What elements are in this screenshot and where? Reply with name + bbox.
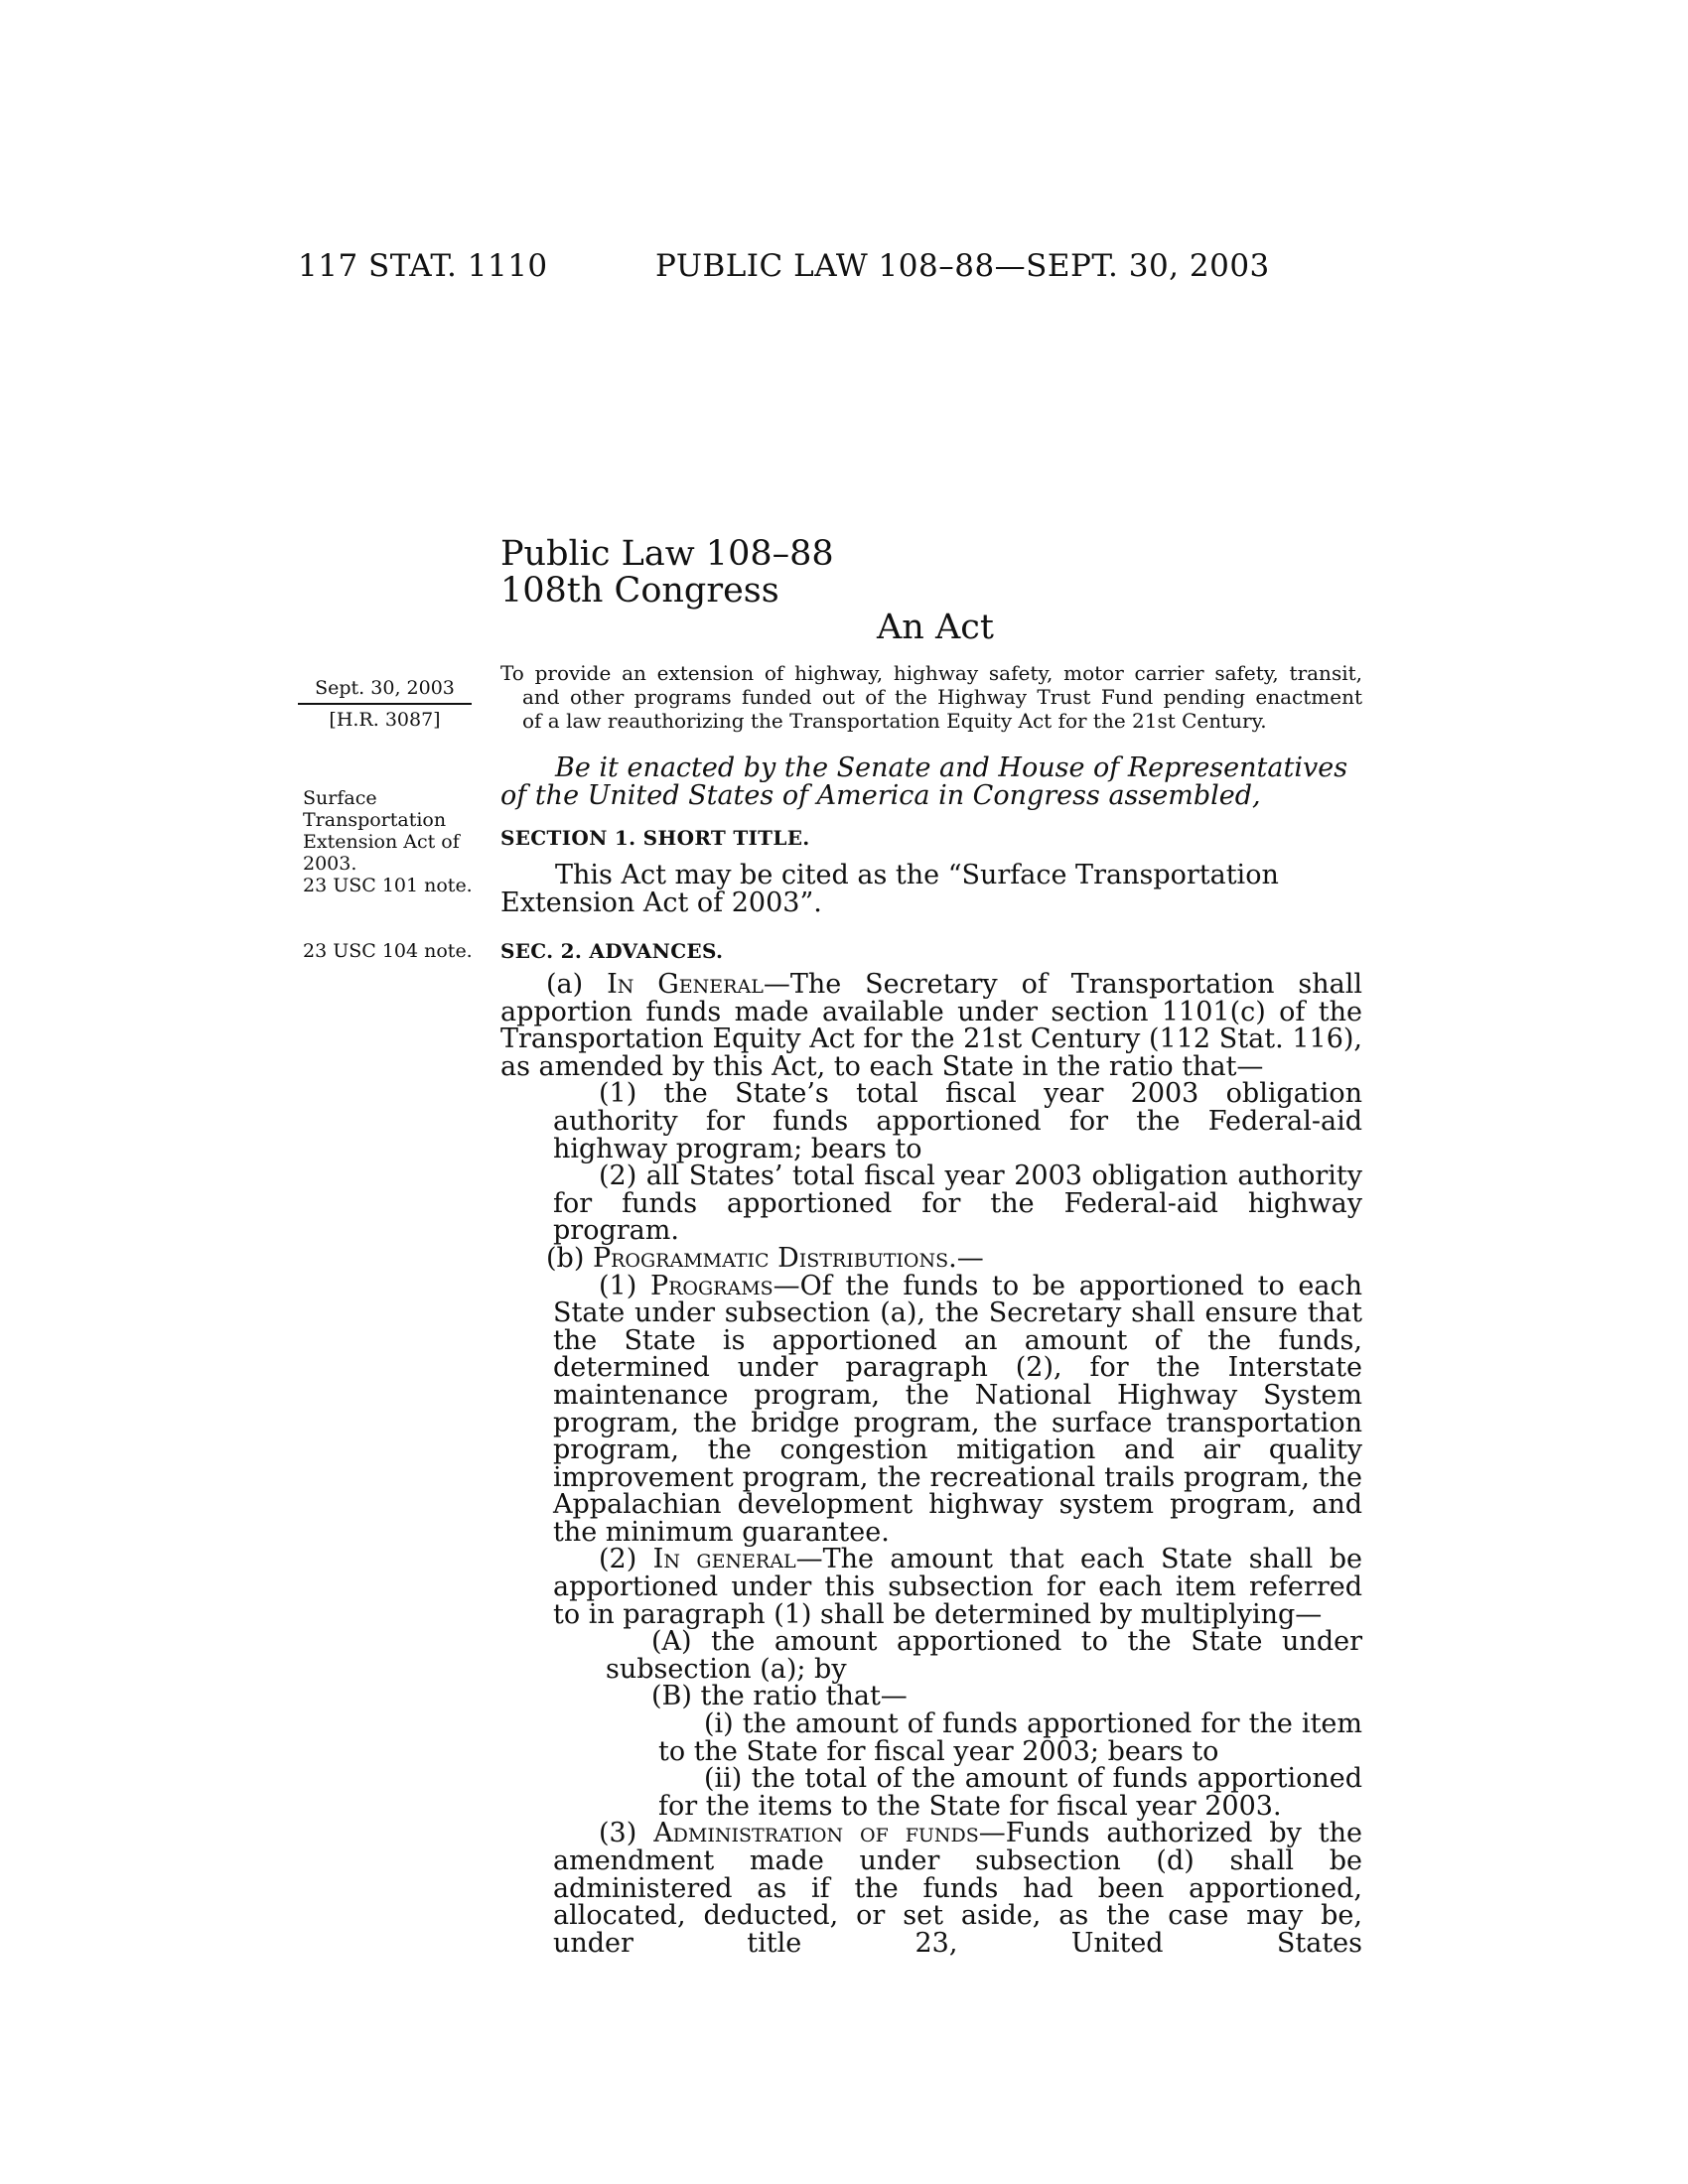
paragraph-b1: (1) Programs—Of the funds to be apportioned to each State under subsection (a), the Secretary shall ensure that the State is apportioned an amount of the funds, determined under paragraph (2), for the Interstate maintenance program, the National Highway System program, the bridge program, the surface transportation program, the congestion mitigation and air quality improvement program, the recreational trails program, the Appalachian development highway system program, and the minimum guarantee. xyxy=(553,1270,1362,1548)
usc-101-note: 23 USC 101 note. xyxy=(303,875,473,896)
margin-rule xyxy=(298,703,472,705)
margin-note-line: Extension Act of xyxy=(303,831,460,853)
page-number-header: 117 STAT. 1110 xyxy=(298,248,548,284)
subsection-a-caption: In General xyxy=(607,969,764,1000)
paragraph-b1-caption: Programs xyxy=(649,1270,774,1301)
short-title-text: This Act may be cited as the “Surface Transportation Extension Act of 2003”. xyxy=(500,860,1279,918)
paragraph-b1-text: —Of the funds to be apportioned to each State under subsection (a), the Secretary shall ensure that the State is apportioned an amount of the funds, determined under paragraph (2), for the Interstate maintenance program, the National Highway System program, the bridge program, the surface transportation program, the congestion mitigation and air quality improvement program, the recreational trails program, the Appalachian development highway system program, and the minimum guarantee. xyxy=(553,1270,1362,1548)
enacting-clause: Be it enacted by the Senate and House of Representatives of the United States of America in Congress assembled, xyxy=(500,752,1348,811)
public-law-number: Public Law 108–88 xyxy=(500,534,834,574)
section-1-body xyxy=(500,862,1362,916)
clause-b2Bi: (i) the amount of funds apportioned for the item to the State for fiscal year 2003; bears to xyxy=(658,1708,1362,1767)
paragraph-b3-text: —Funds authorized by the amendment made under subsection (d) shall be administered as if the funds had been apportioned, allocated, deducted, or set aside, as the case may be, under title 23, United States xyxy=(553,1818,1363,1959)
congress-number: 108th Congress xyxy=(500,571,779,611)
paragraph-b2-caption: In general xyxy=(652,1544,796,1575)
subparagraph-b2A: (A) the amount apportioned to the State under subsection (a); by xyxy=(606,1626,1362,1685)
bill-number: [H.R. 3087] xyxy=(329,709,441,731)
short-title-margin-note xyxy=(303,787,477,896)
subsection-b-dash: .— xyxy=(948,1242,984,1274)
subsection-b: (b) Programmatic Distributions.— xyxy=(546,1242,984,1274)
paragraph-a2: (2) all States’ total fiscal year 2003 obligation authority for funds apportioned for the Federal-aid highway program. xyxy=(553,1160,1362,1247)
purpose-line-2: and other programs funded out of the Highway Trust Fund pending enactment xyxy=(522,685,1362,709)
margin-note-line: 2003. xyxy=(303,853,357,875)
enactment-date-note xyxy=(298,677,472,699)
enacting-clause-block xyxy=(500,754,1362,809)
enactment-date: Sept. 30, 2003 xyxy=(315,677,455,699)
subsection-a-text: —The Secretary of Transportation shall apportion funds made available under section 1101(c) of the Transportation Equity Act for the 21st Century (112 Stat. 116), as amended by this Act, to each State in the ratio that— xyxy=(500,969,1362,1082)
clause-b2Bii: (ii) the total of the amount of funds apportioned for the items to the State for fiscal year 2003. xyxy=(658,1763,1362,1822)
bill-number-note xyxy=(298,709,472,731)
purpose-line-1: To provide an extension of highway, highway safety, motor carrier safety, transit, xyxy=(500,661,1362,685)
subsection-b-caption: Programmatic Distributions xyxy=(592,1242,949,1274)
section-2-heading: SEC. 2. ADVANCES. xyxy=(500,939,724,963)
section-1-heading: SECTION 1. SHORT TITLE. xyxy=(500,826,810,850)
paragraph-a1: (1) the State’s total fiscal year 2003 obligation authority for funds apportioned for the Federal-aid highway program; bears to xyxy=(553,1078,1362,1164)
paragraph-b2-text: —The amount that each State shall be apportioned under this subsection for each item referred to in paragraph (1) shall be determined by multiplying— xyxy=(553,1544,1362,1630)
act-purpose xyxy=(500,661,1362,733)
subparagraph-b2B: (B) the ratio that— xyxy=(651,1681,908,1712)
subsection-a: (a) In General—The Secretary of Transportation shall apportion funds made available under section 1101(c) of the Transportation Equity Act for the 21st Century (112 Stat. 116), as amended by this Act, to each State in the ratio that— xyxy=(500,969,1362,1082)
paragraph-b3: (3) Administration of funds—Funds authorized by the amendment made under subsection (d) shall be administered as if the funds had been apportioned, allocated, deducted, or set aside, as the case may be, under title 23, United States xyxy=(553,1818,1363,1959)
purpose-line-3: of a law reauthorizing the Transportation Equity Act for the 21st Century. xyxy=(522,709,1267,733)
usc-104-note: 23 USC 104 note. xyxy=(303,940,473,962)
an-act-heading: An Act xyxy=(877,608,994,647)
running-header-title: PUBLIC LAW 108–88—SEPT. 30, 2003 xyxy=(655,248,1270,284)
section-2-body xyxy=(500,971,1362,1957)
paragraph-b3-caption: Administration of funds xyxy=(653,1818,979,1849)
margin-note-line: Transportation xyxy=(303,809,447,831)
paragraph-b2: (2) In general—The amount that each State shall be apportioned under this subsection for each item referred to in paragraph (1) shall be determined by multiplying— xyxy=(553,1544,1362,1630)
margin-note-line: Surface xyxy=(303,787,377,809)
